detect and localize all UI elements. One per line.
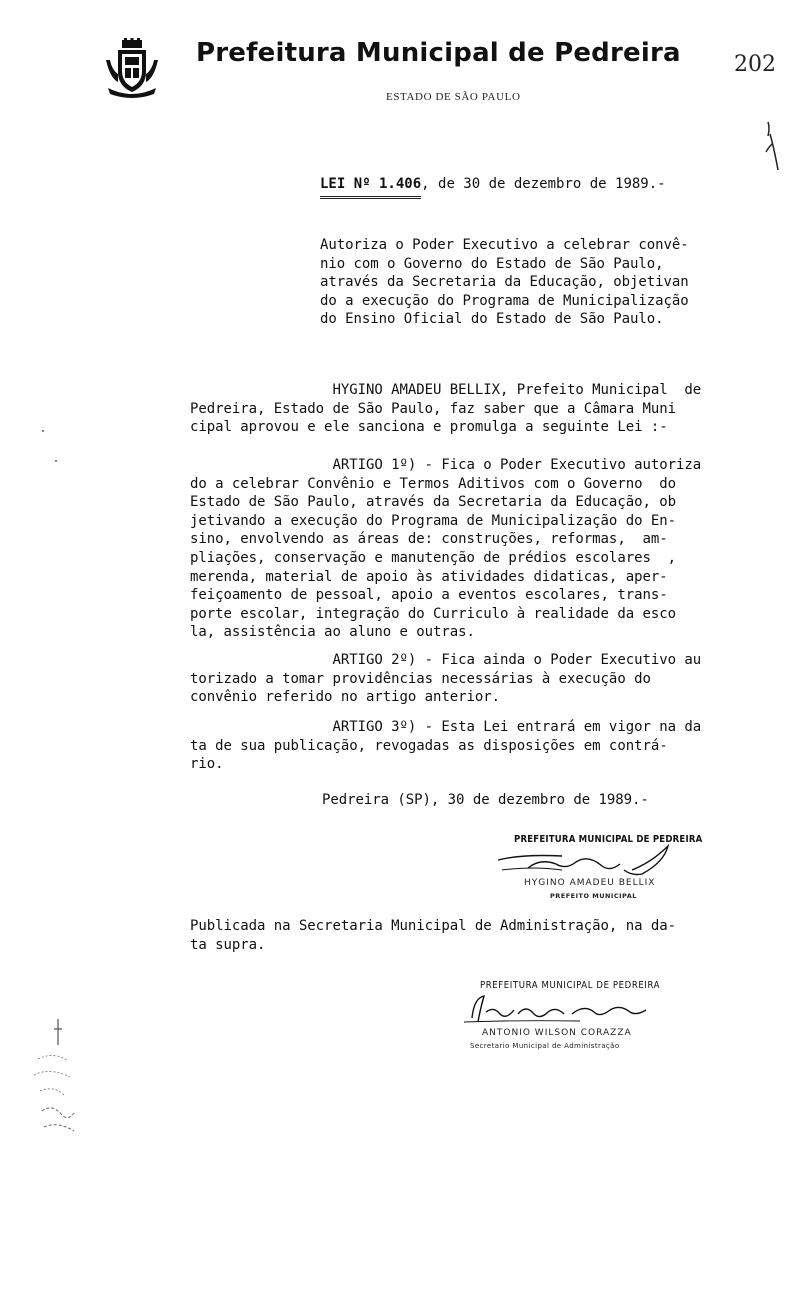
mayor-role: PREFEITO MUNICIPAL [550,892,637,900]
law-number: LEI Nº 1.406 [320,176,422,192]
mayor-stamp: PREFEITURA MUNICIPAL DE PEDREIRA [514,834,703,845]
closing-date: Pedreira (SP), 30 de dezembro de 1989.- [322,792,649,808]
law-title [320,176,666,192]
secretary-stamp: PREFEITURA MUNICIPAL DE PEDREIRA [480,980,661,991]
scan-speck [42,430,44,432]
mayor-signature-block [492,832,703,902]
scan-speck [55,460,57,462]
secretary-handwritten-signature [460,990,660,1026]
secretary-role: Secretario Municipal de Administração [470,1042,620,1050]
page-number: 202 [734,52,776,77]
publication-note: Publicada na Secretaria Municipal de Administração, na da- ta supra. [190,918,676,953]
article-1: ARTIGO 1º) - Fica o Poder Executivo autoriza do a celebrar Convênio e Termos Aditivos com o Governo do Estado de São Paulo, através da Secretaria da Educação, ob jetivando a execução do Programa de Municipalização do En- sino, envolvendo as áreas de: construções, reformas, am- pliações, conservação e manutenção de prédios escolares , merenda, material de apoio às atividades didaticas, aper- feiçoamento de pessoal, apoio a eventos escolares, trans- porte escolar, integração do Curriculo à realidade da esco la, assistência ao aluno e outras. [190,457,702,641]
secretary-name: ANTONIO WILSON CORAZZA [482,1028,632,1038]
margin-check-mark [756,118,786,178]
law-date: , de 30 de dezembro de 1989.- [421,176,666,192]
secretary-signature-block [460,980,660,1058]
coat-of-arms-icon [104,38,160,100]
preamble: HYGINO AMADEU BELLIX, Prefeito Municipal de Pedreira, Estado de São Paulo, faz saber que a Câmara Muni cipal aprovou e ele sanciona e promulga a seguinte Lei :- [190,382,702,436]
law-summary: Autoriza o Poder Executivo a celebrar convê- nio com o Governo do Estado de São Paulo, através da Secretaria da Educação, objetivan do a execução do Programa de Municipalização do Ensino Oficial do Estado de São Paulo. [320,237,689,328]
article-3: ARTIGO 3º) - Esta Lei entrará em vigor na da ta de sua publicação, revogadas as disposições em contrá- rio. [190,719,702,773]
article-2: ARTIGO 2º) - Fica ainda o Poder Executivo au torizado a tomar providências necessárias à execução do convênio referido no artigo anterior. [190,652,702,706]
faded-margin-stamp [24,1015,84,1145]
municipality-title: Prefeitura Municipal de Pedreira [196,38,681,68]
mayor-handwritten-signature [492,840,692,880]
mayor-name: HYGINO AMADEU BELLIX [524,878,656,888]
state-subtitle: ESTADO DE SÃO PAULO [386,91,521,103]
